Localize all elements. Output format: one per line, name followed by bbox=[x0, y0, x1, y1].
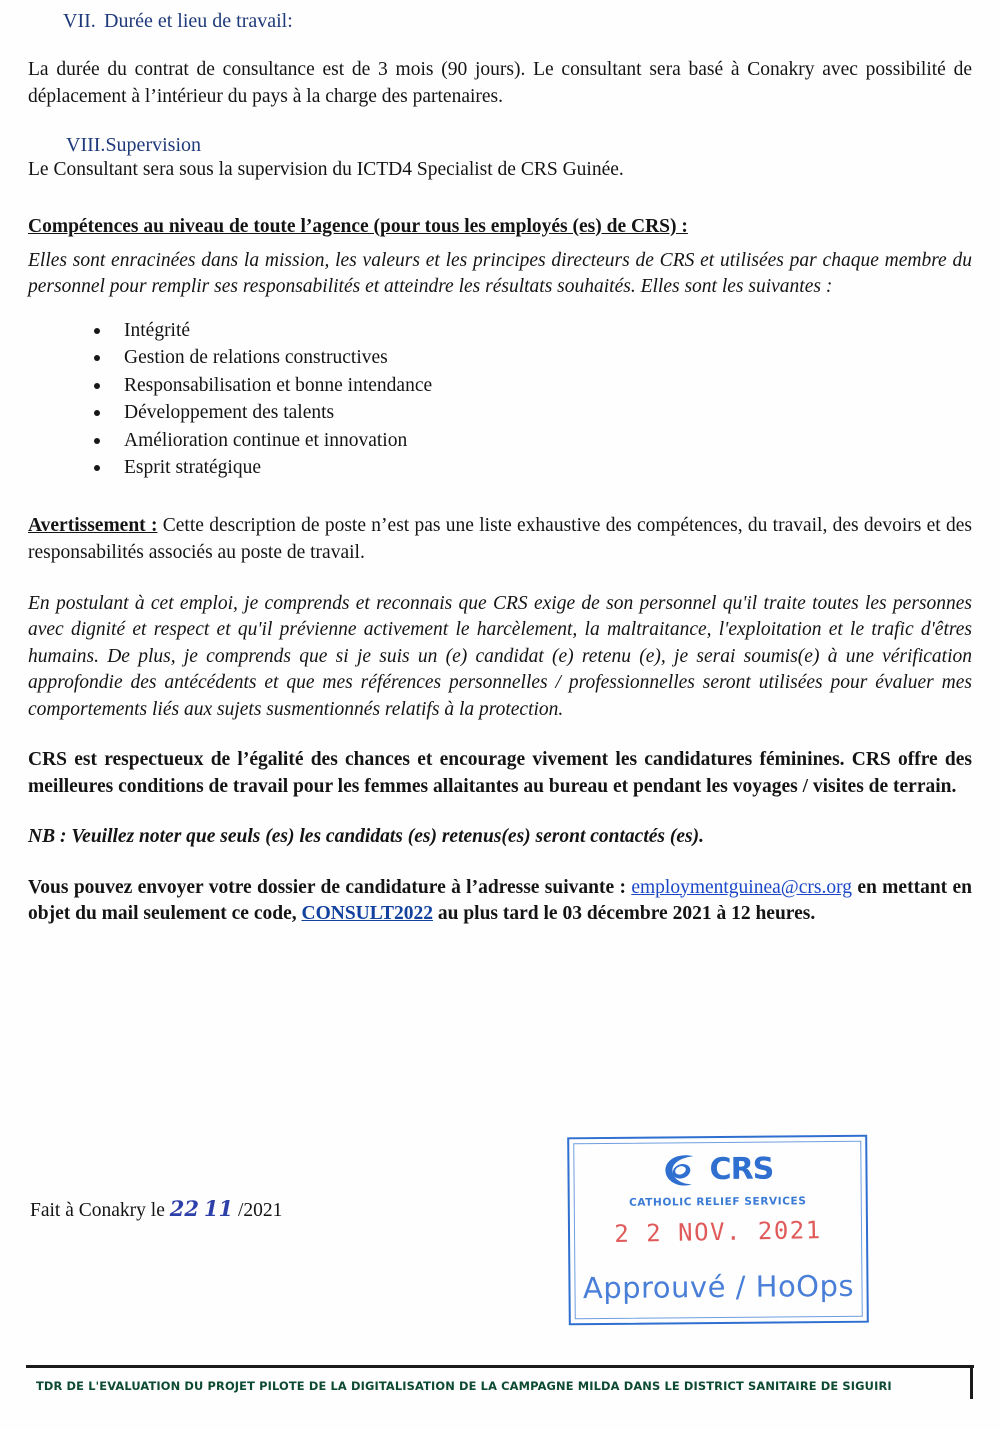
spacer bbox=[28, 800, 972, 824]
competences-heading: Compétences au niveau de toute l’agence (pour tous les employés (es) de CRS) : bbox=[28, 215, 688, 237]
competences-intro: Elles sont enracinées dans la mission, les valeurs et les principes directeurs de CRS et utilisées par chaque membre du personnel pour remplir ses responsabilités et atteindre les résultats souhaités. Elles sont les suivantes : bbox=[28, 249, 972, 298]
section-heading-supervision bbox=[28, 134, 972, 157]
signature-prefix: Fait à Conakry le bbox=[30, 1200, 170, 1221]
application-deadline: au plus tard le 03 décembre 2021 à 12 heures. bbox=[437, 903, 816, 925]
paragraph-application bbox=[28, 875, 972, 928]
handwritten-day: 22 bbox=[169, 1196, 199, 1221]
paragraph-supervision: Le Consultant sera sous la supervision du ICTD4 Specialist de CRS Guinée. bbox=[28, 159, 624, 181]
footer-text: TDR DE L'EVALUATION DU PROJET PILOTE DE LA DIGITALISATION DE LA CAMPAGNE MILDA DANS LE DISTRICT SANITAIRE DE SIGUIRI bbox=[36, 1379, 892, 1393]
spacer bbox=[28, 184, 972, 216]
paragraph-egalite: CRS est respectueux de l’égalité des chances et encourage vivement les candidatures féminines. CRS offre des meilleures conditions de travail pour les femmes allaitantes au bureau et pendant les voyages / visites de terrain. bbox=[28, 749, 972, 797]
spacer bbox=[28, 33, 972, 57]
crs-swoosh-icon bbox=[661, 1150, 707, 1190]
list-item: Responsabilisation et bonne intendance bbox=[90, 372, 972, 399]
crs-logo-subtitle: CATHOLIC RELIEF SERVICES bbox=[629, 1195, 807, 1209]
spacer bbox=[28, 110, 972, 134]
spacer bbox=[28, 567, 972, 591]
stamp-date: 2 2 NOV. 2021 bbox=[614, 1216, 822, 1248]
approval-stamp bbox=[567, 1135, 869, 1326]
avertissement-label: Avertissement : bbox=[28, 515, 158, 537]
signature-line bbox=[30, 1196, 282, 1222]
email-link[interactable]: employmentguinea@crs.org bbox=[631, 876, 852, 898]
document-content bbox=[28, 10, 972, 928]
footer-divider bbox=[26, 1365, 974, 1368]
paragraph-avertissement bbox=[28, 513, 972, 566]
crs-logo-row bbox=[661, 1150, 773, 1191]
paragraph-postulant: En postulant à cet emploi, je comprends et reconnais que CRS exige de son personnel qu'il traite toutes les personnes avec dignité et respect et qu'il prévienne activement le harcèlement, la maltraitance, l'exploitation et le trafic d'êtres humains. De plus, je comprends que si je suis un (e) candidat (e) retenu (e), je serai soumis(e) à une vérification approfondie des antécédents et que mes références personnelles / professionnelles seront utilisées pour évaluer mes comportements liés aux sujets susmentionnés relatifs à la protection. bbox=[28, 592, 972, 720]
signature-suffix: /2021 bbox=[233, 1200, 283, 1221]
application-lead: Vous pouvez envoyer votre dossier de candidature à l’adresse suivante : bbox=[28, 876, 626, 898]
crs-logo bbox=[569, 1149, 865, 1210]
crs-logo-text: CRS bbox=[709, 1151, 774, 1188]
application-code-link[interactable]: CONSULT2022 bbox=[301, 903, 433, 925]
spacer bbox=[28, 481, 972, 513]
paragraph-duree: La durée du contrat de consultance est de 3 mois (90 jours). Le consultant sera basé à Conakry avec possibilité de déplacement à l’intérieur du pays à la charge des partenaires. bbox=[28, 59, 972, 107]
section-numeral-vii: VII. bbox=[63, 10, 96, 32]
list-item: Esprit stratégique bbox=[90, 454, 972, 481]
section-numeral-viii: VIII. bbox=[66, 134, 106, 157]
list-item: Amélioration continue et innovation bbox=[90, 427, 972, 454]
section-title-duree: Durée et lieu de travail: bbox=[104, 10, 293, 32]
stamp-approval-text: Approuvé / HoOps bbox=[582, 1268, 855, 1306]
avertissement-text: Cette description de poste n’est pas une liste exhaustive des compétences, du travail, des devoirs et des responsabilités associés au poste de travail. bbox=[28, 515, 972, 563]
competences-list bbox=[28, 317, 972, 482]
list-item: Développement des talents bbox=[90, 399, 972, 426]
spacer bbox=[28, 723, 972, 747]
paragraph-nb: NB : Veuillez noter que seuls (es) les candidats (es) retenus(es) seront contactés (es). bbox=[28, 826, 704, 848]
handwritten-month: 11 bbox=[203, 1196, 234, 1221]
spacer bbox=[28, 238, 972, 248]
list-item: Intégrité bbox=[90, 317, 972, 344]
spacer bbox=[28, 301, 972, 317]
application-middle: en mettant en objet du mail seulement ce code, bbox=[28, 876, 972, 925]
section-heading-duree bbox=[28, 10, 972, 33]
spacer bbox=[28, 851, 972, 875]
list-item: Gestion de relations constructives bbox=[90, 344, 972, 371]
section-title-supervision: Supervision bbox=[105, 134, 201, 157]
